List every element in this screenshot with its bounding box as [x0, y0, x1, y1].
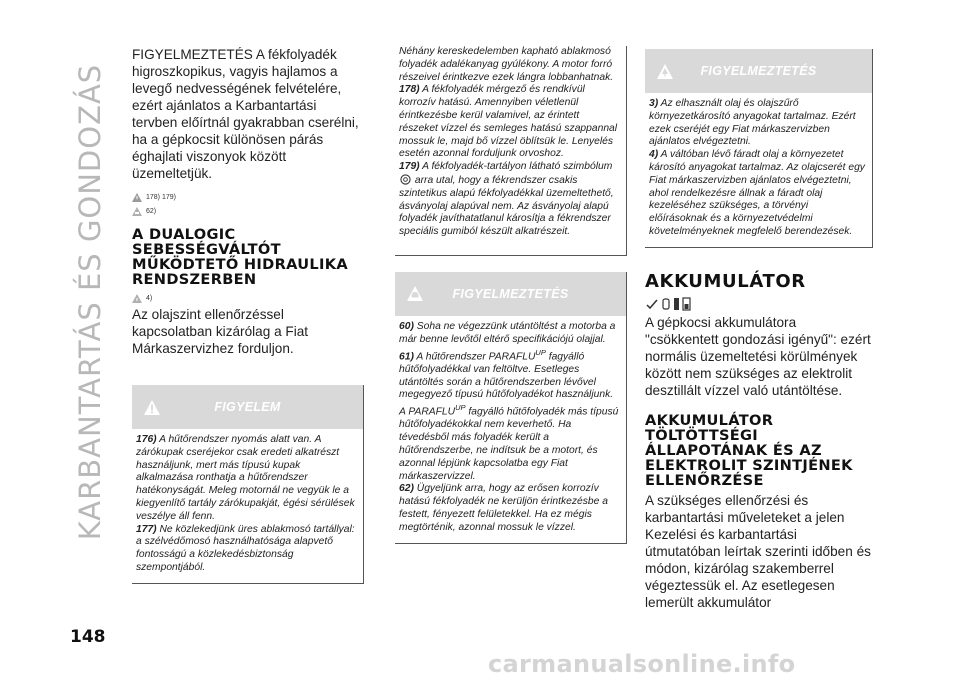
superscript: UP	[535, 347, 546, 357]
notice-box-1	[395, 272, 627, 544]
battery-text: A gépkocsi akkumulátora "csökkentett gondozási igényű": ezért normális üzemeltetési körülmények között nem szükséges az elektrolit desztillált vízzel való utántöltése.	[645, 314, 871, 398]
notice-box-2-body	[645, 93, 872, 247]
notice-item-61	[399, 347, 620, 484]
caution-box-body	[132, 429, 363, 583]
item-text: A fékfolyadék-tartályon látható szimbólum	[422, 161, 613, 173]
notice-box-1-header	[395, 272, 626, 316]
caution-box-title: FIGYELEM	[214, 400, 281, 414]
battery-bar-icon	[673, 297, 680, 311]
item-number: 4)	[649, 149, 659, 161]
battery-heading: AKKUMULÁTOR	[645, 270, 806, 292]
service-check-icon	[645, 297, 659, 311]
caution-item-179	[399, 161, 620, 239]
caution-refs-1	[132, 206, 364, 216]
item-text: arra utal, hogy a fékrendszer csakis szintetikus alapú fékfolyadékkal üzemeltethető, ásványolaj alapúval nem. Az ásványolaj alapú folyadék javíthatatlanul károsítja a fékrendszer speciális gumiból készült alkatrészeit.	[399, 174, 614, 238]
notice-item-60	[399, 321, 620, 347]
superscript: UP	[455, 403, 466, 413]
item-text: Az elhasznált olaj és olajszűrő környezetkárosító anyagokat tartalmaz. Ezért ezek cseréjét egy Fiat márkaszervizben ajánlatos elvégeztetni.	[649, 98, 856, 148]
column-1	[132, 46, 364, 584]
environment-mini-icon	[132, 294, 142, 303]
caution-box	[132, 385, 364, 584]
notice-box-2	[645, 49, 873, 248]
item-number: 179)	[399, 161, 420, 173]
notice-box-1-title: FIGYELMEZTETÉS	[452, 286, 569, 301]
item-text: A fékfolyadék mérgező és rendkívül korrozív hatású. Amennyiben véletlenül érintkezésbe kerül valamivel, az érintett részeket vízzel és semleges hatású szappannal mossuk le, majd bő vízzel öblítsük le. Lenyelés esetén azonnal forduljunk orvoshoz.	[399, 84, 618, 160]
side-section-title	[70, 22, 110, 582]
caution-item-177	[136, 524, 357, 575]
warning-triangle-icon	[144, 400, 160, 415]
item-number: 177)	[136, 523, 157, 535]
caution-refs-1-text: 62)	[146, 207, 157, 215]
item-number: 176)	[136, 434, 157, 445]
item-number: 3)	[649, 98, 659, 109]
item-text: fagyálló hűtőfolyadék más típusú hűtőfolyadékokkal nem keverhető. Ha tévedésből más folyadék került a hűtőrendszerbe, ne indítsuk be a motort, és azonnal lépjünk kapcsolatba egy Fiat márkaszervizzel.	[399, 406, 619, 482]
item-text: A váltóban lévő fáradt olaj a környezetet károsító anyagokat tartalmaz. Az olajcserét egy Fiat márkaszervizben ajánlatos elvégeztetni, ahol rendelkezésre állnak a fáradt olaj kezeléséhez szükséges, a törvényi előírásoknak és a környezetvédelmi követelményeknek megfelelő berendezések.	[649, 149, 865, 237]
caution-item-178	[399, 84, 620, 161]
column-2	[395, 46, 627, 544]
item-text: fagyálló hűtőfolyadékkal van feltöltve. Esetleges utántöltés során a hűtőrendszerben lévővel megegyező típusú hűtőfolyadékot használjunk. A PARAFLU	[399, 350, 614, 418]
item-text: Soha ne végezzünk utántöltést a motorba a már benne levőtől eltérő specifikációjú olajjal.	[399, 320, 616, 345]
item-number: 62)	[399, 483, 414, 495]
brake-fluid-note: FIGYELMEZTETÉS A fékfolyadék higroszkopikus, vagyis hajlamos a levegő nedvességének felvételére, ezért ajánlatos a Karbantartási tervben előírtnál gyakrabban cserélni, ha a gépkocsit különösen párás éghajlati viszonyok között üzemeltetjük.	[132, 47, 359, 181]
notice-item-4	[649, 149, 866, 239]
battery-check-heading: AKKUMULÁTOR TÖLTÖTTSÉGI ÁLLAPOTÁNAK ÉS AZ ELEKTROLIT SZINTJÉNEK ELLENŐRZÉSE	[645, 411, 853, 489]
warning-refs-1	[132, 192, 364, 202]
hand-icon	[661, 297, 671, 311]
dualogic-heading: A DUALOGIC SEBESSÉGVÁLTÓT MŰKÖDTETŐ HIDRAULIKA RENDSZERBEN	[132, 226, 348, 288]
item-text: A hűtőrendszer nyomás alatt van. A zárókupak cseréjekor csak eredeti alkatrészt használjunk, mert más típusú kupak alkalmazása ronthatja a hűtőrendszer hatékonyságát. Meleg motornál ne vegyük le a kiegyenlítő tartály zárókupakját, égési sérülések veszélye áll fenn.	[136, 434, 355, 522]
battery-icons	[645, 296, 873, 312]
item-number: 60)	[399, 320, 414, 332]
warning-refs-1-text: 178) 179)	[146, 193, 176, 201]
caution-box-end	[395, 247, 627, 256]
page-number: 148	[70, 627, 106, 647]
item-text: A hűtőrendszer PARAFLU	[416, 350, 536, 362]
notice-box-2-header	[645, 49, 872, 93]
car-warning-icon	[407, 286, 423, 301]
warning-mini-icon	[132, 193, 142, 202]
caution-box-continued-body	[395, 46, 626, 247]
caution-item-176	[136, 434, 357, 524]
continued-text: Néhány kereskedelemben kapható ablakmosó folyadék adalékanyag gyúlékony. A motor forró részeivel érintkezve ezek lángra lobbanhatnak.	[399, 46, 614, 83]
environment-warning-icon	[657, 64, 673, 79]
caution-car-mini-icon	[132, 207, 142, 216]
column-3	[645, 46, 873, 611]
watermark: carmanualsonline.info	[488, 650, 796, 678]
item-text: Ügyeljünk arra, hogy az erősen korrozív hatású fékfolyadék ne kerüljön érintkezésbe a festett, fényezett felületekkel. Ha ez mégis megtörténik, azonnal mossuk le vízzel.	[399, 483, 608, 533]
notice-item-62	[399, 483, 620, 534]
battery-check-text: A szükséges ellenőrzési és karbantartási műveleteket a jelen Kezelési és karbantartási útmutatóban leírtak szerinti időben és módon, kizárólag szakemberrel végeztessük el. Az esetlegesen lemerült akkumulátor	[645, 492, 871, 610]
item-text: Ne közlekedjünk üres ablakmosó tartállyal: a szélvédőmosó használhatósága alapvető fontosságú a közlekedésbiztonság szempontjából.	[136, 523, 355, 573]
item-number: 178)	[399, 84, 420, 96]
item-number: 61)	[399, 350, 414, 362]
environment-refs-text: 4)	[146, 294, 153, 302]
caution-box-header	[132, 385, 363, 429]
battery-level-icon	[682, 297, 691, 311]
caution-box-continued	[395, 46, 627, 247]
notice-item-3	[649, 98, 866, 149]
environment-refs	[132, 293, 364, 303]
notice-box-1-body	[395, 316, 626, 543]
dualogic-text: Az olajszint ellenőrzéssel kapcsolatban kizárólag a Fiat Márkaszervizhez forduljon.	[132, 307, 309, 356]
brake-fluid-symbol-icon	[400, 174, 411, 185]
notice-box-2-title: FIGYELMEZTETÉS	[700, 64, 817, 78]
side-section-title-text: KARBANTARTÁS ÉS GONDOZÁS	[73, 63, 107, 541]
